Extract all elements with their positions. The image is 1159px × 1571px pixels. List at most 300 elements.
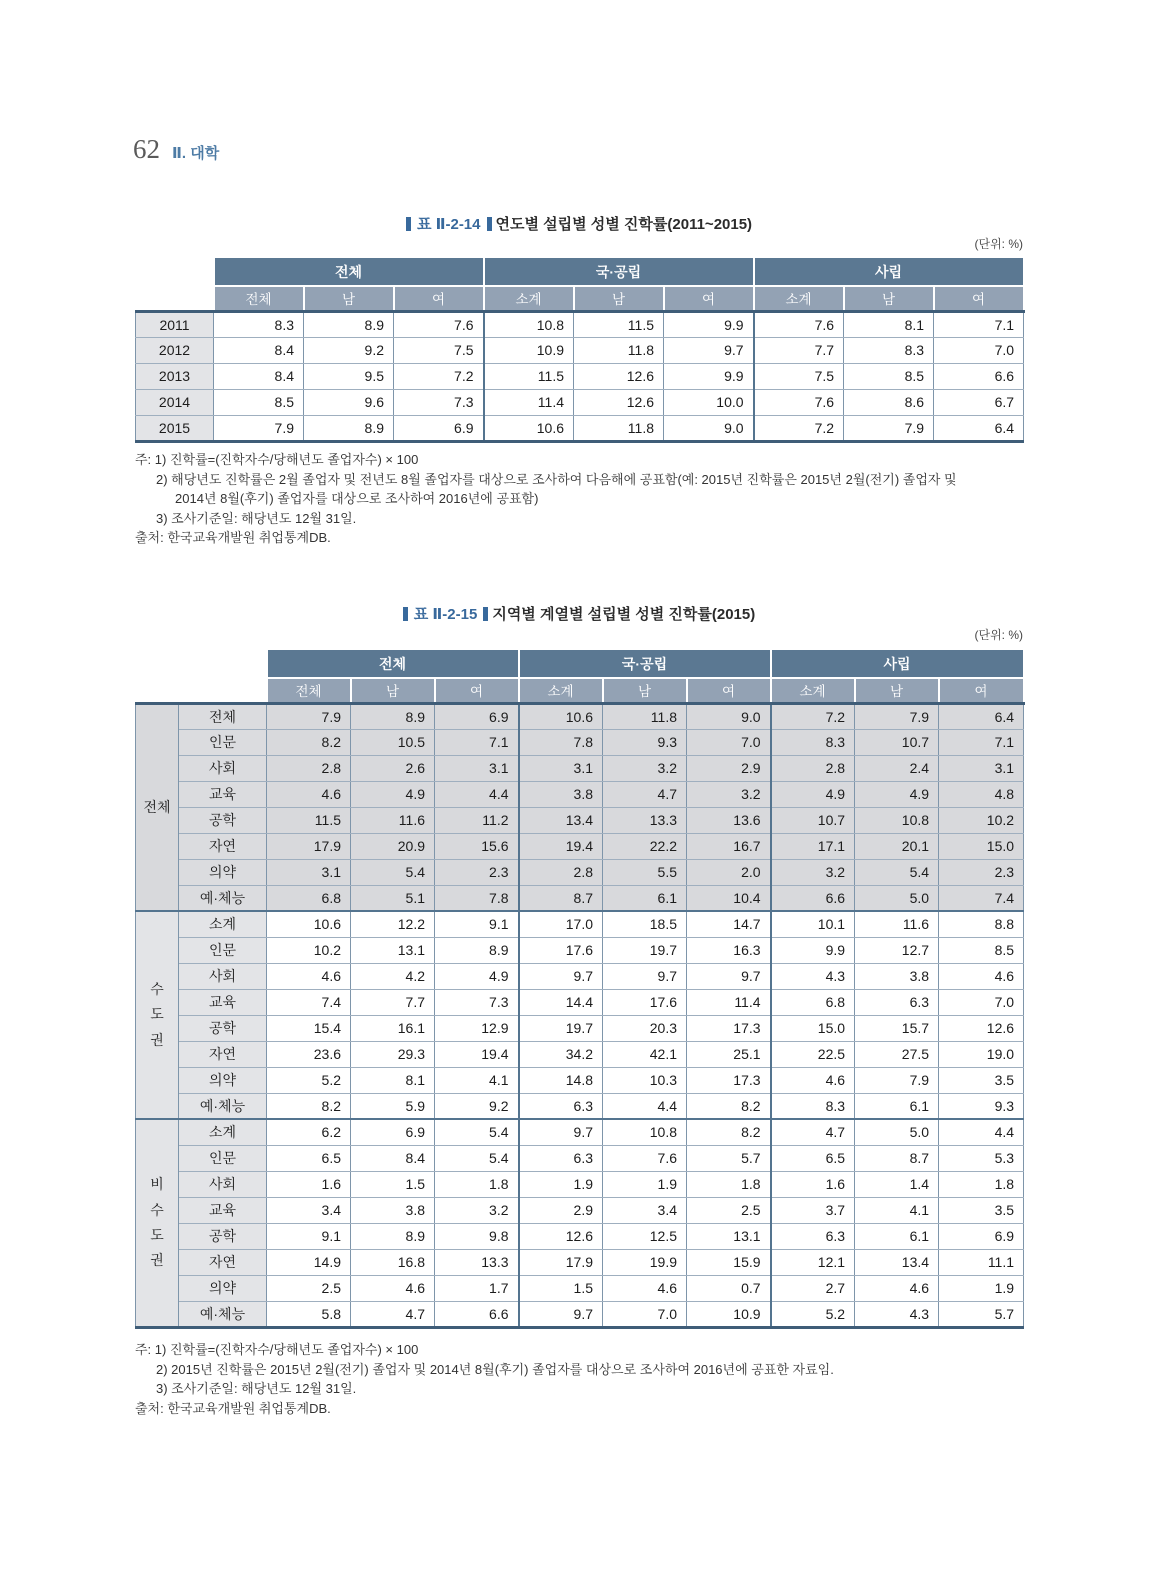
value-cell: 7.0 — [939, 989, 1024, 1015]
value-cell: 3.7 — [771, 1197, 855, 1223]
field-category-label: 공학 — [179, 1015, 267, 1041]
value-cell: 10.6 — [519, 703, 603, 729]
value-cell: 6.3 — [519, 1145, 603, 1171]
value-cell: 19.0 — [939, 1041, 1024, 1067]
value-cell: 8.2 — [267, 1093, 351, 1119]
value-cell: 15.0 — [771, 1015, 855, 1041]
value-cell: 8.6 — [844, 389, 934, 415]
table1-title — [135, 213, 1023, 234]
value-cell: 11.8 — [574, 337, 664, 363]
table1-unit-label: (단위: %) — [974, 237, 1023, 251]
value-cell: 5.0 — [855, 885, 939, 911]
value-cell: 6.5 — [267, 1145, 351, 1171]
table-row — [136, 389, 1024, 415]
value-cell: 11.8 — [574, 415, 664, 441]
table2-caption: 지역별 계열별 설립별 성별 진학률(2015) — [492, 606, 756, 623]
value-cell: 4.7 — [351, 1301, 435, 1327]
value-cell: 1.5 — [519, 1275, 603, 1301]
field-category-label: 사회 — [179, 963, 267, 989]
value-cell: 4.6 — [603, 1275, 687, 1301]
value-cell: 1.9 — [603, 1171, 687, 1197]
value-cell: 7.9 — [267, 703, 351, 729]
value-cell: 13.4 — [519, 807, 603, 833]
year-label: 2011 — [136, 311, 214, 337]
value-cell: 11.1 — [939, 1249, 1024, 1275]
value-cell: 5.1 — [351, 885, 435, 911]
table-row — [136, 833, 1024, 859]
value-cell: 5.2 — [267, 1067, 351, 1093]
column-subheader: 여 — [939, 678, 1024, 703]
table2-title — [135, 603, 1023, 624]
value-cell: 8.2 — [267, 729, 351, 755]
value-cell: 11.4 — [687, 989, 771, 1015]
region-section-label: 전체 — [136, 703, 179, 911]
field-category-label: 사회 — [179, 755, 267, 781]
column-group-header: 사립 — [754, 257, 1024, 286]
value-cell: 6.4 — [934, 415, 1024, 441]
value-cell: 6.8 — [267, 885, 351, 911]
column-subheader: 남 — [603, 678, 687, 703]
field-category-label: 교육 — [179, 989, 267, 1015]
field-category-label: 인문 — [179, 729, 267, 755]
value-cell: 9.6 — [304, 389, 394, 415]
value-cell: 2.0 — [687, 859, 771, 885]
value-cell: 22.2 — [603, 833, 687, 859]
value-cell: 42.1 — [603, 1041, 687, 1067]
value-cell: 3.2 — [435, 1197, 519, 1223]
value-cell: 7.2 — [771, 703, 855, 729]
table-row — [136, 755, 1024, 781]
field-category-label: 의약 — [179, 859, 267, 885]
value-cell: 9.9 — [664, 363, 754, 389]
value-cell: 6.8 — [771, 989, 855, 1015]
table-row — [136, 1249, 1024, 1275]
table-row — [136, 1171, 1024, 1197]
value-cell: 4.1 — [435, 1067, 519, 1093]
value-cell: 6.9 — [351, 1119, 435, 1145]
table2-unit-label: (단위: %) — [974, 628, 1023, 642]
value-cell: 6.1 — [855, 1093, 939, 1119]
column-subheader: 여 — [934, 286, 1024, 311]
table-row — [136, 729, 1024, 755]
value-cell: 5.4 — [855, 859, 939, 885]
value-cell: 3.2 — [687, 781, 771, 807]
value-cell: 4.8 — [939, 781, 1024, 807]
table-row — [136, 1093, 1024, 1119]
value-cell: 8.4 — [214, 363, 304, 389]
value-cell: 4.4 — [939, 1119, 1024, 1145]
value-cell: 3.1 — [939, 755, 1024, 781]
value-cell: 6.9 — [435, 703, 519, 729]
regional-admission-rate-table — [135, 648, 1025, 1329]
value-cell: 15.9 — [687, 1249, 771, 1275]
value-cell: 1.8 — [687, 1171, 771, 1197]
column-group-header: 사립 — [771, 649, 1024, 678]
value-cell: 5.4 — [351, 859, 435, 885]
value-cell: 11.2 — [435, 807, 519, 833]
value-cell: 9.2 — [435, 1093, 519, 1119]
table-row — [136, 1197, 1024, 1223]
value-cell: 27.5 — [855, 1041, 939, 1067]
field-category-label: 자연 — [179, 833, 267, 859]
value-cell: 20.1 — [855, 833, 939, 859]
value-cell: 1.5 — [351, 1171, 435, 1197]
value-cell: 2.3 — [939, 859, 1024, 885]
value-cell: 8.1 — [351, 1067, 435, 1093]
value-cell: 9.9 — [664, 311, 754, 337]
value-cell: 5.4 — [435, 1119, 519, 1145]
field-category-label: 예·체능 — [179, 1301, 267, 1327]
value-cell: 4.9 — [855, 781, 939, 807]
value-cell: 7.0 — [687, 729, 771, 755]
value-cell: 8.8 — [939, 911, 1024, 937]
column-subheader: 소계 — [754, 286, 844, 311]
value-cell: 13.3 — [603, 807, 687, 833]
column-subheader: 소계 — [771, 678, 855, 703]
value-cell: 20.9 — [351, 833, 435, 859]
value-cell: 17.9 — [519, 1249, 603, 1275]
column-subheader: 남 — [855, 678, 939, 703]
value-cell: 17.1 — [771, 833, 855, 859]
value-cell: 17.3 — [687, 1015, 771, 1041]
value-cell: 8.4 — [351, 1145, 435, 1171]
value-cell: 7.4 — [939, 885, 1024, 911]
value-cell: 4.6 — [267, 963, 351, 989]
table-row — [136, 859, 1024, 885]
value-cell: 17.6 — [603, 989, 687, 1015]
value-cell: 9.3 — [939, 1093, 1024, 1119]
value-cell: 8.9 — [304, 311, 394, 337]
value-cell: 8.3 — [771, 729, 855, 755]
value-cell: 3.8 — [351, 1197, 435, 1223]
value-cell: 6.6 — [435, 1301, 519, 1327]
value-cell: 9.7 — [603, 963, 687, 989]
field-category-label: 의약 — [179, 1067, 267, 1093]
value-cell: 7.6 — [603, 1145, 687, 1171]
value-cell: 1.6 — [267, 1171, 351, 1197]
table-row — [136, 807, 1024, 833]
value-cell: 22.5 — [771, 1041, 855, 1067]
field-category-label: 소계 — [179, 1119, 267, 1145]
value-cell: 4.6 — [267, 781, 351, 807]
value-cell: 2.7 — [771, 1275, 855, 1301]
field-category-label: 전체 — [179, 703, 267, 729]
value-cell: 8.7 — [855, 1145, 939, 1171]
value-cell: 8.4 — [214, 337, 304, 363]
value-cell: 18.5 — [603, 911, 687, 937]
value-cell: 9.7 — [519, 1301, 603, 1327]
value-cell: 1.4 — [855, 1171, 939, 1197]
value-cell: 10.8 — [484, 311, 574, 337]
note-line: 주: 1) 진학률=(진학자수/당해년도 졸업자수) × 100 — [135, 1342, 419, 1357]
value-cell: 13.3 — [435, 1249, 519, 1275]
value-cell: 9.1 — [435, 911, 519, 937]
note-line: 출처: 한국교육개발원 취업통계DB. — [135, 1400, 331, 1416]
field-category-label: 의약 — [179, 1275, 267, 1301]
table-row — [136, 363, 1024, 389]
value-cell: 5.2 — [771, 1301, 855, 1327]
value-cell: 9.1 — [267, 1223, 351, 1249]
column-subheader: 전체 — [214, 286, 304, 311]
value-cell: 9.5 — [304, 363, 394, 389]
value-cell: 6.1 — [603, 885, 687, 911]
value-cell: 3.4 — [267, 1197, 351, 1223]
value-cell: 25.1 — [687, 1041, 771, 1067]
value-cell: 7.0 — [603, 1301, 687, 1327]
value-cell: 8.7 — [519, 885, 603, 911]
table-row — [136, 937, 1024, 963]
value-cell: 9.2 — [304, 337, 394, 363]
table-row — [136, 1119, 1024, 1145]
value-cell: 12.6 — [939, 1015, 1024, 1041]
value-cell: 19.7 — [519, 1015, 603, 1041]
column-subheader: 남 — [351, 678, 435, 703]
value-cell: 4.9 — [351, 781, 435, 807]
value-cell: 10.2 — [267, 937, 351, 963]
table-row — [136, 1041, 1024, 1067]
table-row — [136, 1145, 1024, 1171]
value-cell: 9.9 — [771, 937, 855, 963]
column-subheader: 여 — [687, 678, 771, 703]
value-cell: 3.5 — [939, 1197, 1024, 1223]
title-marker-icon — [487, 217, 492, 231]
value-cell: 7.6 — [754, 389, 844, 415]
value-cell: 1.8 — [435, 1171, 519, 1197]
value-cell: 12.2 — [351, 911, 435, 937]
value-cell: 10.4 — [687, 885, 771, 911]
value-cell: 5.7 — [939, 1301, 1024, 1327]
table-row — [136, 963, 1024, 989]
value-cell: 2.8 — [771, 755, 855, 781]
column-subheader: 여 — [394, 286, 484, 311]
value-cell: 5.9 — [351, 1093, 435, 1119]
value-cell: 7.0 — [934, 337, 1024, 363]
value-cell: 2.3 — [435, 859, 519, 885]
note-line: 2014년 8월(후기) 졸업자를 대상으로 조사하여 2016년에 공표함) — [175, 491, 539, 506]
value-cell: 10.7 — [771, 807, 855, 833]
value-cell: 13.1 — [687, 1223, 771, 1249]
value-cell: 14.9 — [267, 1249, 351, 1275]
value-cell: 11.6 — [351, 807, 435, 833]
value-cell: 4.3 — [771, 963, 855, 989]
value-cell: 9.7 — [687, 963, 771, 989]
value-cell: 8.9 — [351, 1223, 435, 1249]
column-subheader: 여 — [664, 286, 754, 311]
value-cell: 5.7 — [687, 1145, 771, 1171]
table-corner-blank — [136, 257, 214, 311]
note-line: 2) 2015년 진학률은 2015년 2월(전기) 졸업자 및 2014년 8월(후기) 졸업자를 대상으로 조사하여 2016년에 공표한 자료임. — [156, 1361, 834, 1377]
value-cell: 10.0 — [664, 389, 754, 415]
value-cell: 4.3 — [855, 1301, 939, 1327]
value-cell: 1.6 — [771, 1171, 855, 1197]
year-label: 2013 — [136, 363, 214, 389]
year-label: 2015 — [136, 415, 214, 441]
value-cell: 2.8 — [519, 859, 603, 885]
value-cell: 4.9 — [771, 781, 855, 807]
value-cell: 8.3 — [844, 337, 934, 363]
value-cell: 3.8 — [855, 963, 939, 989]
value-cell: 4.4 — [603, 1093, 687, 1119]
value-cell: 5.8 — [267, 1301, 351, 1327]
value-cell: 16.8 — [351, 1249, 435, 1275]
value-cell: 20.3 — [603, 1015, 687, 1041]
chapter-label: Ⅱ. 대학 — [172, 145, 220, 162]
value-cell: 3.1 — [267, 859, 351, 885]
column-subheader: 전체 — [267, 678, 351, 703]
yearly-admission-rate-table — [135, 256, 1025, 443]
value-cell: 10.3 — [603, 1067, 687, 1093]
value-cell: 23.6 — [267, 1041, 351, 1067]
field-category-label: 공학 — [179, 1223, 267, 1249]
value-cell: 7.7 — [351, 989, 435, 1015]
value-cell: 7.3 — [394, 389, 484, 415]
region-section-label: 수도권 — [136, 911, 179, 1119]
value-cell: 19.4 — [519, 833, 603, 859]
value-cell: 16.7 — [687, 833, 771, 859]
value-cell: 10.5 — [351, 729, 435, 755]
value-cell: 16.3 — [687, 937, 771, 963]
value-cell: 11.4 — [484, 389, 574, 415]
field-category-label: 자연 — [179, 1249, 267, 1275]
value-cell: 10.8 — [855, 807, 939, 833]
note-line: 3) 조사기준일: 해당년도 12월 31일. — [156, 1381, 357, 1396]
value-cell: 7.9 — [214, 415, 304, 441]
value-cell: 7.5 — [394, 337, 484, 363]
column-subheader: 남 — [304, 286, 394, 311]
value-cell: 17.9 — [267, 833, 351, 859]
value-cell: 19.7 — [603, 937, 687, 963]
column-subheader: 소계 — [484, 286, 574, 311]
column-group-header: 국·공립 — [519, 649, 771, 678]
table-row — [136, 1067, 1024, 1093]
column-group-header: 전체 — [214, 257, 484, 286]
value-cell: 7.1 — [934, 311, 1024, 337]
value-cell: 12.7 — [855, 937, 939, 963]
value-cell: 6.3 — [519, 1093, 603, 1119]
value-cell: 4.6 — [771, 1067, 855, 1093]
value-cell: 12.9 — [435, 1015, 519, 1041]
value-cell: 6.9 — [939, 1223, 1024, 1249]
value-cell: 7.9 — [855, 703, 939, 729]
value-cell: 8.5 — [214, 389, 304, 415]
field-category-label: 예·체능 — [179, 1093, 267, 1119]
value-cell: 6.4 — [939, 703, 1024, 729]
value-cell: 3.2 — [771, 859, 855, 885]
value-cell: 13.4 — [855, 1249, 939, 1275]
page-header — [133, 134, 219, 165]
value-cell: 10.2 — [939, 807, 1024, 833]
value-cell: 6.9 — [394, 415, 484, 441]
value-cell: 7.7 — [754, 337, 844, 363]
value-cell: 12.1 — [771, 1249, 855, 1275]
year-label: 2014 — [136, 389, 214, 415]
value-cell: 6.2 — [267, 1119, 351, 1145]
value-cell: 1.7 — [435, 1275, 519, 1301]
value-cell: 7.4 — [267, 989, 351, 1015]
value-cell: 4.7 — [603, 781, 687, 807]
value-cell: 3.5 — [939, 1067, 1024, 1093]
value-cell: 8.3 — [771, 1093, 855, 1119]
field-category-label: 교육 — [179, 781, 267, 807]
table-row — [136, 703, 1024, 729]
value-cell: 9.3 — [603, 729, 687, 755]
column-subheader: 여 — [435, 678, 519, 703]
value-cell: 16.1 — [351, 1015, 435, 1041]
value-cell: 34.2 — [519, 1041, 603, 1067]
value-cell: 6.3 — [855, 989, 939, 1015]
value-cell: 29.3 — [351, 1041, 435, 1067]
page-number: 62 — [133, 134, 160, 164]
value-cell: 4.6 — [855, 1275, 939, 1301]
value-cell: 6.6 — [934, 363, 1024, 389]
value-cell: 4.2 — [351, 963, 435, 989]
value-cell: 8.3 — [214, 311, 304, 337]
value-cell: 8.2 — [687, 1119, 771, 1145]
note-line: 주: 1) 진학률=(진학자수/당해년도 졸업자수) × 100 — [135, 452, 419, 467]
value-cell: 10.7 — [855, 729, 939, 755]
value-cell: 4.6 — [351, 1275, 435, 1301]
value-cell: 11.5 — [267, 807, 351, 833]
value-cell: 0.7 — [687, 1275, 771, 1301]
table-row — [136, 1223, 1024, 1249]
note-line: 출처: 한국교육개발원 취업통계DB. — [135, 530, 331, 545]
value-cell: 7.2 — [394, 363, 484, 389]
value-cell: 6.6 — [771, 885, 855, 911]
value-cell: 3.1 — [435, 755, 519, 781]
value-cell: 11.8 — [603, 703, 687, 729]
value-cell: 5.3 — [939, 1145, 1024, 1171]
value-cell: 14.8 — [519, 1067, 603, 1093]
table2-notes — [135, 1340, 1065, 1418]
value-cell: 15.7 — [855, 1015, 939, 1041]
table-row — [136, 337, 1024, 363]
column-group-header: 전체 — [267, 649, 519, 678]
value-cell: 19.4 — [435, 1041, 519, 1067]
value-cell: 4.4 — [435, 781, 519, 807]
value-cell: 3.1 — [519, 755, 603, 781]
value-cell: 7.2 — [754, 415, 844, 441]
value-cell: 4.6 — [939, 963, 1024, 989]
value-cell: 9.7 — [664, 337, 754, 363]
value-cell: 5.4 — [435, 1145, 519, 1171]
value-cell: 7.8 — [519, 729, 603, 755]
value-cell: 17.0 — [519, 911, 603, 937]
value-cell: 10.6 — [267, 911, 351, 937]
value-cell: 9.0 — [664, 415, 754, 441]
value-cell: 2.6 — [351, 755, 435, 781]
table1-notes — [135, 450, 1065, 548]
field-category-label: 인문 — [179, 937, 267, 963]
value-cell: 7.5 — [754, 363, 844, 389]
field-category-label: 인문 — [179, 1145, 267, 1171]
value-cell: 14.7 — [687, 911, 771, 937]
table2-number: 표 Ⅱ-2-15 — [413, 606, 478, 623]
value-cell: 4.1 — [855, 1197, 939, 1223]
value-cell: 11.5 — [484, 363, 574, 389]
value-cell: 7.1 — [435, 729, 519, 755]
value-cell: 8.5 — [844, 363, 934, 389]
value-cell: 2.4 — [855, 755, 939, 781]
field-category-label: 예·체능 — [179, 885, 267, 911]
value-cell: 2.8 — [267, 755, 351, 781]
value-cell: 8.9 — [351, 703, 435, 729]
column-group-header: 국·공립 — [484, 257, 754, 286]
value-cell: 7.6 — [394, 311, 484, 337]
value-cell: 8.2 — [687, 1093, 771, 1119]
value-cell: 11.6 — [855, 911, 939, 937]
column-subheader: 남 — [844, 286, 934, 311]
value-cell: 3.8 — [519, 781, 603, 807]
